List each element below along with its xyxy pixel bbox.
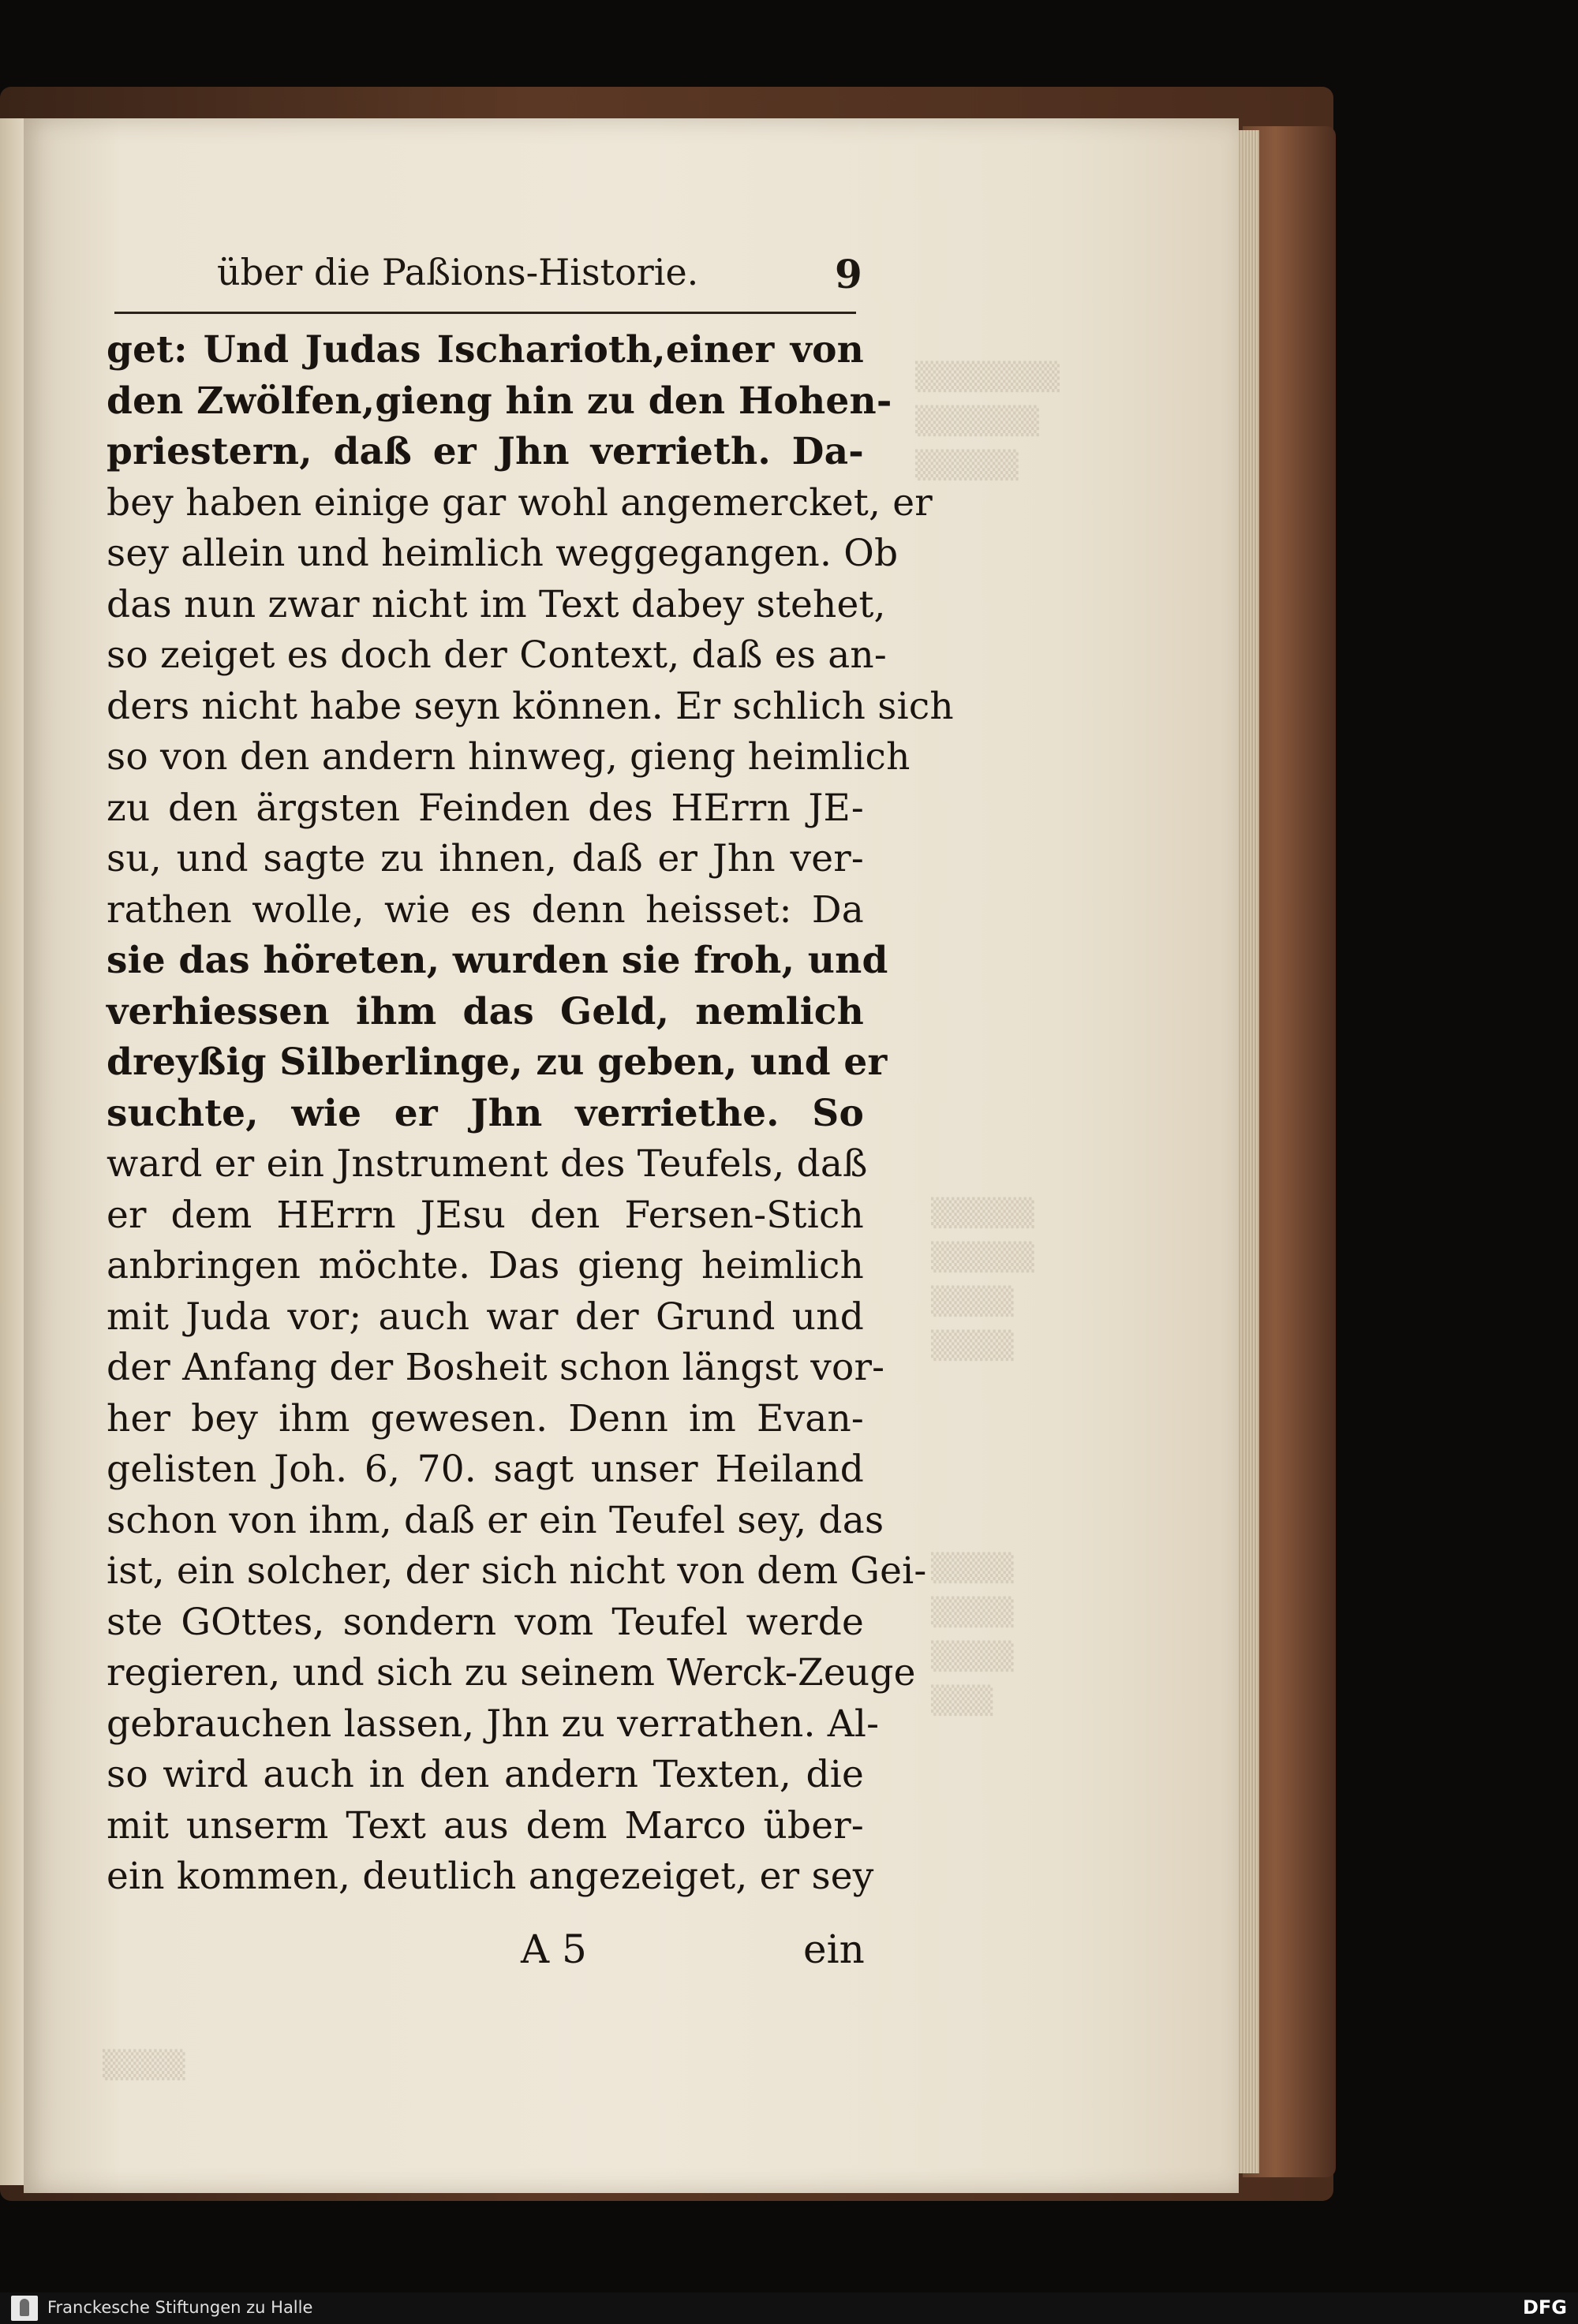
text-line: so wird auch in den andern Texten, die <box>107 1753 864 1796</box>
show-through-decoration: ▒▒▒▒▒▒▒ ▒▒▒▒▒▒ ▒▒▒▒▒ <box>915 361 1060 481</box>
text-line: er dem HErrn JEsu den Fersen-Stich <box>107 1193 864 1237</box>
text-line: get: Und Judas Ischarioth,einer von <box>107 328 864 372</box>
page-number: 9 <box>835 251 862 297</box>
text-line: schon von ihm, daß er ein Teufel sey, das <box>107 1498 884 1542</box>
text-line: anbringen möchte. Das gieng heimlich <box>107 1244 864 1287</box>
show-through-decoration: ▒▒▒▒▒ ▒▒▒▒▒ ▒▒▒▒ ▒▒▒▒ <box>931 1197 1034 1362</box>
text-line: rathen wolle, wie es denn heisset: Da <box>107 887 864 932</box>
text-line: su, und sagte zu ihnen, daß er Jhn ver- <box>107 837 864 880</box>
text-line: ste GOttes, sondern vom Teufel werde <box>107 1600 864 1644</box>
text-line: ein kommen, deutlich angezeiget, er sey <box>107 1855 874 1898</box>
header-rule <box>114 312 856 314</box>
text-line: mit Juda vor; auch war der Grund und <box>107 1295 864 1339</box>
text-line: so zeiget es doch der Context, daß es an- <box>107 633 887 677</box>
text-line: gelisten Joh. 6, 70. sagt unser Heiland <box>107 1448 864 1491</box>
show-through-decoration: ▒▒▒▒ ▒▒▒▒ ▒▒▒▒ ▒▒▒ <box>931 1552 1014 1717</box>
text-line: sie das höreten, wurden sie froh, und <box>107 939 888 982</box>
signature-mark: A 5 <box>521 1926 587 1972</box>
text-line: regieren, und sich zu seinem Werck-Zeuge <box>107 1651 916 1694</box>
text-line: dreyßig Silberlinge, zu geben, und er <box>107 1041 888 1084</box>
institution-name: Franckesche Stiftungen zu Halle <box>47 2298 313 2317</box>
text-line: sey allein und heimlich weggegangen. Ob <box>107 532 899 575</box>
facing-page-edge <box>0 118 27 2185</box>
text-line: verhiessen ihm das Geld, nemlich <box>107 989 864 1033</box>
text-line: bey haben einige gar wohl angemercket, er <box>107 480 933 525</box>
text-line: zu den ärgsten Feinden des HErrn JE- <box>107 786 864 830</box>
text-line: der Anfang der Bosheit schon längst vor- <box>107 1346 885 1389</box>
text-line: den Zwölfen,gieng hin zu den Hohen- <box>107 379 892 423</box>
dfg-logo: DFG <box>1522 2296 1567 2318</box>
text-line: priestern, daß er Jhn verrieth. Da- <box>107 430 864 473</box>
catchword: ein <box>803 1926 865 1972</box>
running-head: über die Paßions-Historie. <box>217 251 699 293</box>
text-line: ist, ein solcher, der sich nicht von dem Gei- <box>107 1549 927 1593</box>
show-through-decoration: ▒▒▒▒ <box>103 2049 185 2081</box>
text-line: her bey ihm gewesen. Denn im Evan- <box>107 1396 864 1440</box>
text-line: das nun zwar nicht im Text dabey stehet, <box>107 582 886 626</box>
text-line: suchte, wie er Jhn verriethe. So <box>107 1091 864 1135</box>
institution-logo-icon <box>11 2296 38 2321</box>
text-line: so von den andern hinweg, gieng heimlich <box>107 735 911 779</box>
text-line: gebrauchen lassen, Jhn zu verrathen. Al- <box>107 1702 880 1746</box>
text-line: ders nicht habe seyn können. Er schlich sich <box>107 684 954 728</box>
text-line: mit unserm Text aus dem Marco über- <box>107 1803 864 1848</box>
body-text <box>107 325 954 1903</box>
text-line: ward er ein Jnstrument des Teufels, daß <box>107 1142 868 1186</box>
viewer-footer <box>0 2292 1578 2324</box>
